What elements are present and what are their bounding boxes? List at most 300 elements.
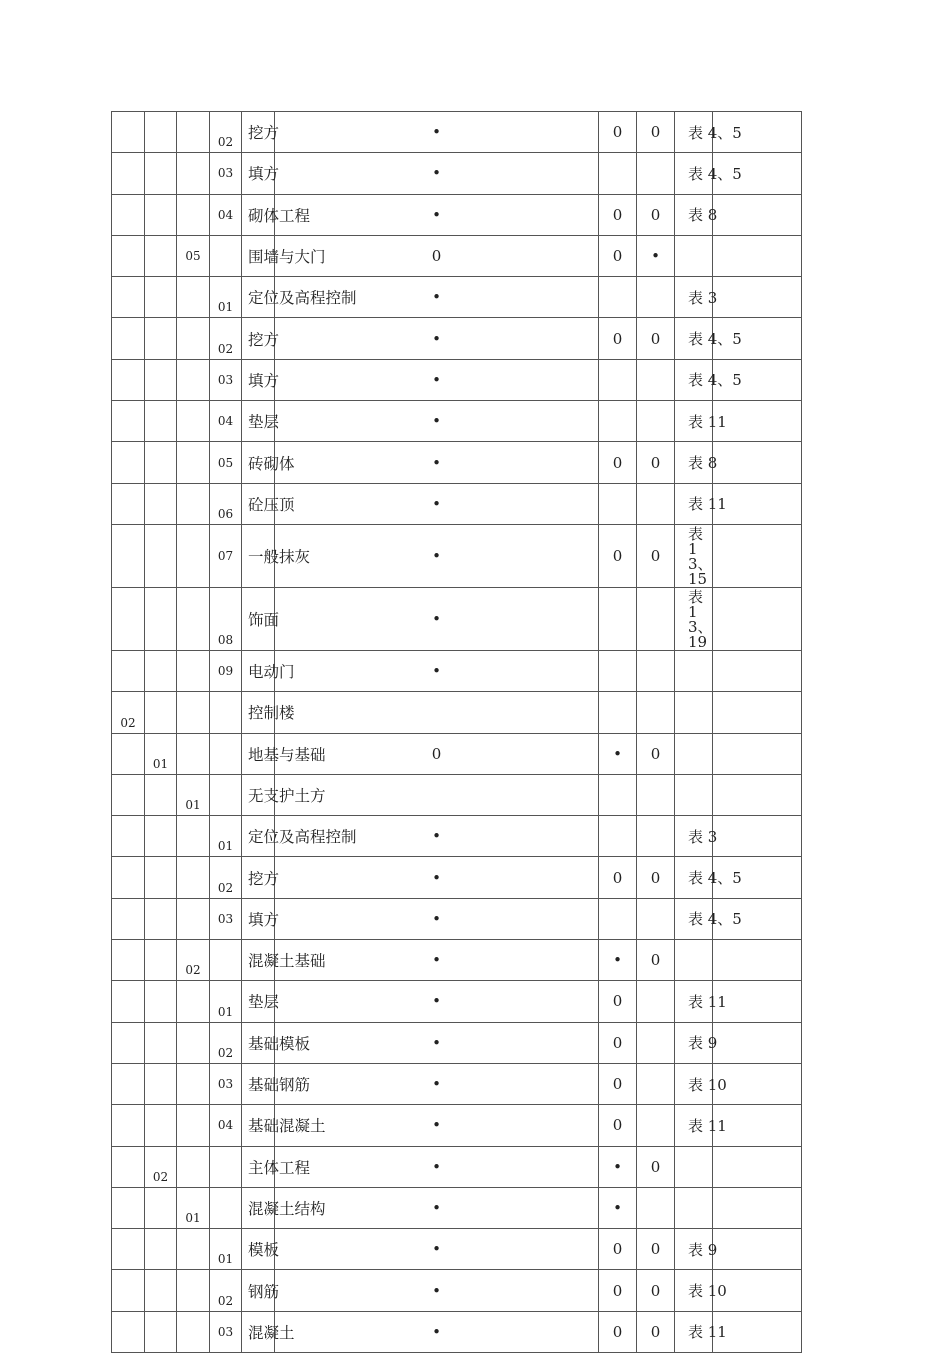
mark-cell-2: 0 xyxy=(599,1105,637,1146)
mark-cell-3: 0 xyxy=(637,524,675,587)
mark-cell-3 xyxy=(637,1022,675,1063)
item-code-cell: 04 xyxy=(210,1105,242,1146)
item-code-cell xyxy=(210,733,242,774)
table-row xyxy=(112,816,891,857)
mark-cell-1: • xyxy=(275,857,599,898)
remarks-cell xyxy=(713,816,802,857)
item-name-cell: 混凝土结构 xyxy=(242,1187,275,1228)
unit-code-cell xyxy=(112,153,145,194)
remarks-cell xyxy=(713,1022,802,1063)
item-code-cell: 01 xyxy=(210,981,242,1022)
mark-cell-3 xyxy=(637,401,675,442)
unit-code-cell: 02 xyxy=(112,692,145,733)
mark-cell-2 xyxy=(599,650,637,691)
item-name-cell: 填方 xyxy=(242,898,275,939)
subunit-code-cell xyxy=(145,1187,177,1228)
unit-code-cell xyxy=(112,587,145,650)
item-code-cell: 01 xyxy=(210,277,242,318)
subunit-code-cell xyxy=(145,153,177,194)
table-row xyxy=(112,940,891,981)
division-code-cell xyxy=(177,318,210,359)
reference-table-cell: 表 13、19 xyxy=(675,587,713,650)
item-name-cell: 一般抹灰 xyxy=(242,524,275,587)
unit-code-cell xyxy=(112,524,145,587)
remarks-cell xyxy=(713,359,802,400)
subunit-code-cell xyxy=(145,401,177,442)
item-code-cell: 02 xyxy=(210,112,242,153)
reference-table-cell: 表 4、5 xyxy=(675,112,713,153)
unit-code-cell xyxy=(112,1270,145,1311)
table-row xyxy=(112,359,891,400)
subunit-code-cell xyxy=(145,524,177,587)
reference-table-cell: 表 4、5 xyxy=(675,318,713,359)
division-code-cell xyxy=(177,1063,210,1104)
reference-table-cell xyxy=(675,235,713,276)
unit-code-cell xyxy=(112,1063,145,1104)
reference-table-cell: 表 10 xyxy=(675,1270,713,1311)
remarks-cell xyxy=(713,277,802,318)
mark-cell-1: • xyxy=(275,483,599,524)
item-name-cell: 混凝土 xyxy=(242,1311,275,1352)
division-code-cell xyxy=(177,1146,210,1187)
division-code-cell xyxy=(177,733,210,774)
remarks-cell xyxy=(713,1146,802,1187)
remarks-cell xyxy=(713,153,802,194)
unit-code-cell xyxy=(112,981,145,1022)
remarks-cell xyxy=(713,650,802,691)
item-name-cell: 砌体工程 xyxy=(242,194,275,235)
unit-code-cell xyxy=(112,318,145,359)
item-name-cell: 混凝土基础 xyxy=(242,940,275,981)
mark-cell-1: • xyxy=(275,401,599,442)
division-code-cell: 05 xyxy=(177,235,210,276)
item-code-cell: 05 xyxy=(210,442,242,483)
table-row xyxy=(112,442,891,483)
item-name-cell: 基础钢筋 xyxy=(242,1063,275,1104)
subunit-code-cell xyxy=(145,1311,177,1352)
unit-code-cell xyxy=(112,1229,145,1270)
item-code-cell xyxy=(210,774,242,815)
mark-cell-3 xyxy=(637,153,675,194)
division-code-cell xyxy=(177,587,210,650)
unit-code-cell xyxy=(112,1187,145,1228)
table-row xyxy=(112,981,891,1022)
division-code-cell xyxy=(177,112,210,153)
item-code-cell: 03 xyxy=(210,1063,242,1104)
subunit-code-cell xyxy=(145,235,177,276)
division-code-cell xyxy=(177,857,210,898)
table-row xyxy=(112,1311,891,1352)
mark-cell-2: • xyxy=(599,1146,637,1187)
item-name-cell: 砖砌体 xyxy=(242,442,275,483)
unit-code-cell xyxy=(112,483,145,524)
mark-cell-3 xyxy=(637,774,675,815)
item-code-cell: 08 xyxy=(210,587,242,650)
item-code-cell xyxy=(210,1187,242,1228)
reference-table-cell xyxy=(675,733,713,774)
remarks-cell xyxy=(713,1105,802,1146)
mark-cell-1 xyxy=(275,692,599,733)
mark-cell-3: 0 xyxy=(637,1229,675,1270)
mark-cell-2 xyxy=(599,774,637,815)
mark-cell-3: 0 xyxy=(637,1270,675,1311)
table-body xyxy=(112,112,891,1353)
reference-table-cell: 表 13、15 xyxy=(675,524,713,587)
mark-cell-3 xyxy=(637,650,675,691)
mark-cell-1: • xyxy=(275,1229,599,1270)
division-code-cell xyxy=(177,483,210,524)
remarks-cell xyxy=(713,483,802,524)
table-row xyxy=(112,1063,891,1104)
item-code-cell: 03 xyxy=(210,153,242,194)
subunit-code-cell xyxy=(145,194,177,235)
subunit-code-cell xyxy=(145,692,177,733)
mark-cell-3 xyxy=(637,898,675,939)
reference-table-cell: 表 10 xyxy=(675,1063,713,1104)
mark-cell-1: • xyxy=(275,587,599,650)
reference-table-cell: 表 11 xyxy=(675,483,713,524)
remarks-cell xyxy=(713,587,802,650)
unit-code-cell xyxy=(112,277,145,318)
table-row xyxy=(112,1270,891,1311)
mark-cell-2 xyxy=(599,483,637,524)
reference-table-cell: 表 11 xyxy=(675,1311,713,1352)
table-row xyxy=(112,1105,891,1146)
reference-table-cell: 表 3 xyxy=(675,816,713,857)
mark-cell-2 xyxy=(599,898,637,939)
subunit-code-cell xyxy=(145,277,177,318)
reference-table-cell: 表 9 xyxy=(675,1022,713,1063)
remarks-cell xyxy=(713,235,802,276)
item-code-cell xyxy=(210,940,242,981)
subunit-code-cell xyxy=(145,816,177,857)
subunit-code-cell: 02 xyxy=(145,1146,177,1187)
mark-cell-1: • xyxy=(275,442,599,483)
remarks-cell xyxy=(713,733,802,774)
mark-cell-1: • xyxy=(275,524,599,587)
remarks-cell xyxy=(713,857,802,898)
reference-table-cell xyxy=(675,650,713,691)
item-code-cell: 03 xyxy=(210,1311,242,1352)
mark-cell-1: • xyxy=(275,981,599,1022)
reference-table-cell xyxy=(675,774,713,815)
mark-cell-1: • xyxy=(275,1063,599,1104)
unit-code-cell xyxy=(112,1022,145,1063)
remarks-cell xyxy=(713,194,802,235)
item-name-cell: 定位及高程控制 xyxy=(242,816,275,857)
mark-cell-2 xyxy=(599,359,637,400)
item-code-cell: 06 xyxy=(210,483,242,524)
remarks-cell xyxy=(713,981,802,1022)
mark-cell-2: 0 xyxy=(599,1311,637,1352)
subunit-code-cell xyxy=(145,857,177,898)
mark-cell-3: 0 xyxy=(637,112,675,153)
mark-cell-1: • xyxy=(275,1022,599,1063)
item-code-cell: 02 xyxy=(210,1270,242,1311)
remarks-cell xyxy=(713,112,802,153)
reference-table-cell xyxy=(675,1187,713,1228)
item-name-cell: 电动门 xyxy=(242,650,275,691)
unit-code-cell xyxy=(112,359,145,400)
table-row xyxy=(112,857,891,898)
reference-table-cell xyxy=(675,1146,713,1187)
item-name-cell: 挖方 xyxy=(242,112,275,153)
subunit-code-cell xyxy=(145,940,177,981)
remarks-cell xyxy=(713,401,802,442)
item-code-cell: 02 xyxy=(210,1022,242,1063)
mark-cell-1: • xyxy=(275,1311,599,1352)
item-name-cell: 挖方 xyxy=(242,857,275,898)
subunit-code-cell xyxy=(145,442,177,483)
item-name-cell: 挖方 xyxy=(242,318,275,359)
reference-table-cell: 表 4、5 xyxy=(675,857,713,898)
subunit-code-cell xyxy=(145,483,177,524)
table-row xyxy=(112,650,891,691)
mark-cell-3: 0 xyxy=(637,1146,675,1187)
division-code-cell xyxy=(177,401,210,442)
table-row xyxy=(112,774,891,815)
unit-code-cell xyxy=(112,857,145,898)
subunit-code-cell xyxy=(145,587,177,650)
mark-cell-1: • xyxy=(275,940,599,981)
item-code-cell: 02 xyxy=(210,857,242,898)
table-row xyxy=(112,277,891,318)
mark-cell-2 xyxy=(599,692,637,733)
remarks-cell xyxy=(713,1187,802,1228)
remarks-cell xyxy=(713,692,802,733)
item-name-cell: 主体工程 xyxy=(242,1146,275,1187)
mark-cell-2 xyxy=(599,277,637,318)
item-code-cell: 03 xyxy=(210,359,242,400)
subunit-code-cell xyxy=(145,981,177,1022)
table-row xyxy=(112,524,891,587)
reference-table-cell: 表 4、5 xyxy=(675,898,713,939)
mark-cell-2: • xyxy=(599,940,637,981)
mark-cell-2: 0 xyxy=(599,1063,637,1104)
item-name-cell: 定位及高程控制 xyxy=(242,277,275,318)
item-name-cell: 垫层 xyxy=(242,981,275,1022)
mark-cell-1: • xyxy=(275,1105,599,1146)
table-row xyxy=(112,587,891,650)
mark-cell-1: • xyxy=(275,1187,599,1228)
table-row xyxy=(112,112,891,153)
unit-code-cell xyxy=(112,401,145,442)
mark-cell-2: 0 xyxy=(599,442,637,483)
division-code-cell xyxy=(177,650,210,691)
mark-cell-3 xyxy=(637,1105,675,1146)
division-code-cell xyxy=(177,981,210,1022)
mark-cell-2 xyxy=(599,401,637,442)
mark-cell-2: 0 xyxy=(599,112,637,153)
table-row xyxy=(112,1187,891,1228)
table-row xyxy=(112,1146,891,1187)
mark-cell-2: 0 xyxy=(599,857,637,898)
item-code-cell: 07 xyxy=(210,524,242,587)
reference-table-cell: 表 8 xyxy=(675,194,713,235)
item-code-cell: 04 xyxy=(210,401,242,442)
division-code-cell xyxy=(177,1270,210,1311)
item-name-cell: 填方 xyxy=(242,359,275,400)
subunit-code-cell xyxy=(145,318,177,359)
remarks-cell xyxy=(713,898,802,939)
division-code-cell xyxy=(177,277,210,318)
division-code-cell: 01 xyxy=(177,774,210,815)
mark-cell-3 xyxy=(637,277,675,318)
item-name-cell: 钢筋 xyxy=(242,1270,275,1311)
unit-code-cell xyxy=(112,650,145,691)
item-code-cell xyxy=(210,1146,242,1187)
mark-cell-3: 0 xyxy=(637,442,675,483)
remarks-cell xyxy=(713,318,802,359)
mark-cell-1: 0 xyxy=(275,235,599,276)
mark-cell-3: 0 xyxy=(637,940,675,981)
division-code-cell xyxy=(177,898,210,939)
reference-table-cell: 表 4、5 xyxy=(675,359,713,400)
subunit-code-cell xyxy=(145,112,177,153)
mark-cell-2: 0 xyxy=(599,524,637,587)
item-name-cell: 砼压顶 xyxy=(242,483,275,524)
unit-code-cell xyxy=(112,774,145,815)
mark-cell-1: • xyxy=(275,194,599,235)
mark-cell-2 xyxy=(599,816,637,857)
mark-cell-1: • xyxy=(275,112,599,153)
item-name-cell: 地基与基础 xyxy=(242,733,275,774)
mark-cell-2: 0 xyxy=(599,981,637,1022)
table-row xyxy=(112,401,891,442)
mark-cell-2 xyxy=(599,153,637,194)
mark-cell-1: • xyxy=(275,650,599,691)
reference-table-cell: 表 3 xyxy=(675,277,713,318)
division-code-cell xyxy=(177,1022,210,1063)
subunit-code-cell xyxy=(145,1063,177,1104)
mark-cell-1: • xyxy=(275,1270,599,1311)
remarks-cell xyxy=(713,774,802,815)
subunit-code-cell xyxy=(145,774,177,815)
item-code-cell: 09 xyxy=(210,650,242,691)
remarks-cell xyxy=(713,1311,802,1352)
subunit-code-cell: 01 xyxy=(145,733,177,774)
unit-code-cell xyxy=(112,816,145,857)
mark-cell-1: • xyxy=(275,898,599,939)
item-code-cell: 03 xyxy=(210,898,242,939)
item-name-cell: 垫层 xyxy=(242,401,275,442)
mark-cell-2: 0 xyxy=(599,1270,637,1311)
division-code-cell xyxy=(177,1229,210,1270)
mark-cell-1: • xyxy=(275,816,599,857)
mark-cell-1: • xyxy=(275,359,599,400)
table-row xyxy=(112,733,891,774)
unit-code-cell xyxy=(112,235,145,276)
item-name-cell: 填方 xyxy=(242,153,275,194)
mark-cell-3 xyxy=(637,981,675,1022)
reference-table-cell: 表 11 xyxy=(675,1105,713,1146)
mark-cell-1: • xyxy=(275,1146,599,1187)
item-code-cell xyxy=(210,235,242,276)
division-code-cell xyxy=(177,692,210,733)
unit-code-cell xyxy=(112,1146,145,1187)
item-code-cell: 01 xyxy=(210,1229,242,1270)
subunit-code-cell xyxy=(145,1270,177,1311)
mark-cell-3 xyxy=(637,1063,675,1104)
reference-table-cell xyxy=(675,692,713,733)
remarks-cell xyxy=(713,940,802,981)
division-code-cell xyxy=(177,442,210,483)
item-name-cell: 基础混凝土 xyxy=(242,1105,275,1146)
item-name-cell: 基础模板 xyxy=(242,1022,275,1063)
unit-code-cell xyxy=(112,1311,145,1352)
item-name-cell: 控制楼 xyxy=(242,692,275,733)
mark-cell-2: 0 xyxy=(599,318,637,359)
mark-cell-3 xyxy=(637,692,675,733)
table-row xyxy=(112,692,891,733)
mark-cell-3: 0 xyxy=(637,733,675,774)
mark-cell-3: 0 xyxy=(637,857,675,898)
unit-code-cell xyxy=(112,442,145,483)
mark-cell-3 xyxy=(637,483,675,524)
unit-code-cell xyxy=(112,194,145,235)
mark-cell-2: • xyxy=(599,1187,637,1228)
inspection-table xyxy=(111,111,891,1353)
remarks-cell xyxy=(713,442,802,483)
subunit-code-cell xyxy=(145,898,177,939)
mark-cell-2: • xyxy=(599,733,637,774)
subunit-code-cell xyxy=(145,650,177,691)
table-row xyxy=(112,898,891,939)
item-code-cell: 04 xyxy=(210,194,242,235)
item-name-cell: 模板 xyxy=(242,1229,275,1270)
item-name-cell: 饰面 xyxy=(242,587,275,650)
mark-cell-1: 0 xyxy=(275,733,599,774)
subunit-code-cell xyxy=(145,1229,177,1270)
mark-cell-3: 0 xyxy=(637,318,675,359)
division-code-cell xyxy=(177,816,210,857)
mark-cell-3: 0 xyxy=(637,1311,675,1352)
mark-cell-1: • xyxy=(275,277,599,318)
item-name-cell: 围墙与大门 xyxy=(242,235,275,276)
mark-cell-3 xyxy=(637,1187,675,1228)
table-row xyxy=(112,194,891,235)
unit-code-cell xyxy=(112,112,145,153)
remarks-cell xyxy=(713,524,802,587)
item-code-cell: 02 xyxy=(210,318,242,359)
mark-cell-1: • xyxy=(275,318,599,359)
remarks-cell xyxy=(713,1063,802,1104)
mark-cell-1: • xyxy=(275,153,599,194)
division-code-cell xyxy=(177,1311,210,1352)
subunit-code-cell xyxy=(145,1105,177,1146)
unit-code-cell xyxy=(112,733,145,774)
mark-cell-1 xyxy=(275,774,599,815)
reference-table-cell: 表 8 xyxy=(675,442,713,483)
reference-table-cell xyxy=(675,940,713,981)
item-name-cell: 无支护土方 xyxy=(242,774,275,815)
mark-cell-2: 0 xyxy=(599,194,637,235)
table-row xyxy=(112,235,891,276)
item-code-cell: 01 xyxy=(210,816,242,857)
division-code-cell: 02 xyxy=(177,940,210,981)
item-code-cell xyxy=(210,692,242,733)
reference-table-cell: 表 11 xyxy=(675,981,713,1022)
reference-table-cell: 表 9 xyxy=(675,1229,713,1270)
mark-cell-3 xyxy=(637,816,675,857)
division-code-cell: 01 xyxy=(177,1187,210,1228)
table-row xyxy=(112,1229,891,1270)
table-row xyxy=(112,1022,891,1063)
table-row xyxy=(112,153,891,194)
unit-code-cell xyxy=(112,940,145,981)
table-row xyxy=(112,318,891,359)
unit-code-cell xyxy=(112,1105,145,1146)
